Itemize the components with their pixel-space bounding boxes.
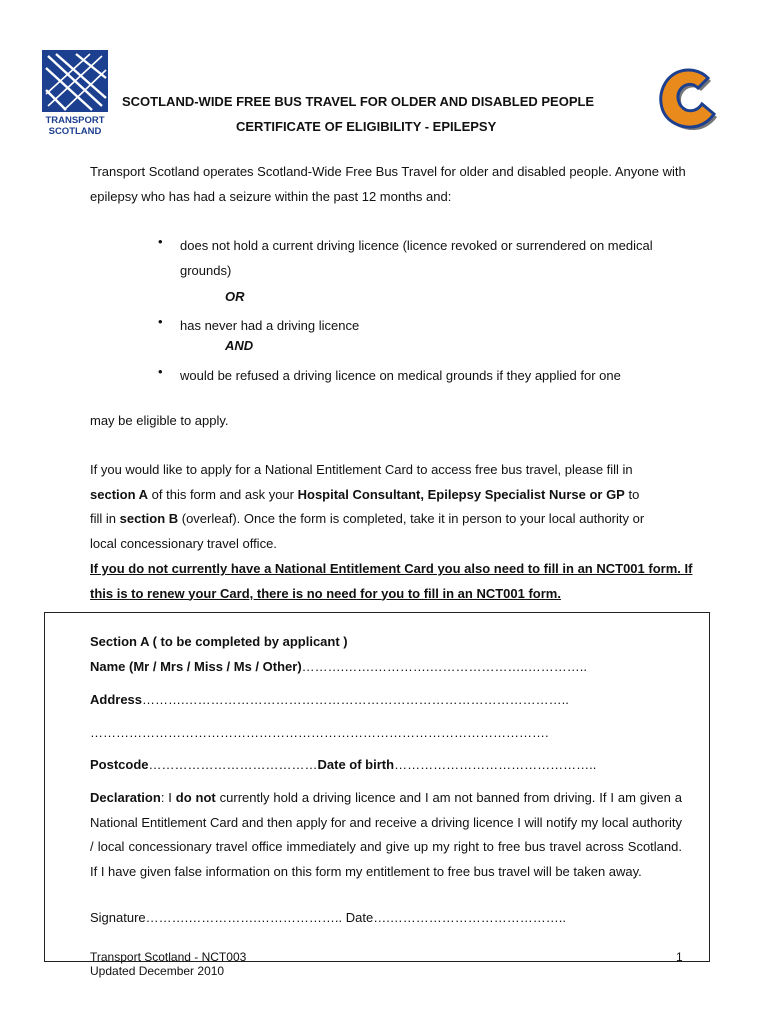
- nct001-note: If you do not currently have a National Entitlement Card you also need to fill in an NCT001 form. If this is to renew your Card, there is no need for you to fill in an NCT001 form.: [90, 561, 693, 601]
- signature-field[interactable]: ……….…………….………………..: [145, 910, 346, 925]
- signature-date-row: [90, 910, 566, 925]
- apply-instructions: If you would like to apply for a National Entitlement Card to access free bus travel, please fill in section A of this form and ask your Hospital Consultant, Epilepsy Specialist Nurse or GP to fill in section B (overleaf). Once the form is completed, take it in person to your local authority or local concessionary travel office.: [90, 462, 645, 551]
- transport-scotland-logo: [42, 50, 108, 136]
- title-line-2: CERTIFICATE OF ELIGIBILITY - EPILEPSY: [236, 119, 497, 134]
- footer: [90, 950, 246, 978]
- postcode-dob-row: [90, 757, 596, 772]
- dob-field[interactable]: ………………………………………..: [394, 757, 597, 772]
- logo-text-scotland: SCOTLAND: [48, 126, 102, 136]
- footer-doc-ref: Transport Scotland - NCT003: [90, 950, 247, 964]
- bullet-icon: •: [158, 234, 163, 249]
- intro-paragraph: Transport Scotland operates Scotland-Wide Free Bus Travel for older and disabled people. Anyone with epilepsy who has had a seizure within the past 12 months and:: [90, 164, 686, 204]
- postcode-field[interactable]: …………………………………: [148, 757, 318, 772]
- address-field[interactable]: Address……….……………………………………………………………………………..: [90, 692, 569, 707]
- address-line-2-field[interactable]: …………………………………………………………………………………………….: [90, 725, 549, 740]
- date-label: Date: [345, 910, 374, 925]
- name-field[interactable]: Name (Mr / Mrs / Miss / Ms / Other)……….…….………….…………………..…………..: [90, 659, 587, 674]
- concession-c-logo: [652, 64, 722, 134]
- title-line-1: SCOTLAND-WIDE FREE BUS TRAVEL FOR OLDER AND DISABLED PEOPLE: [122, 94, 595, 109]
- postcode-label: Postcode: [90, 757, 149, 772]
- bullet-icon: •: [158, 314, 163, 329]
- and-conjunction: AND: [225, 338, 254, 353]
- or-conjunction: OR: [225, 289, 245, 304]
- footer-updated: Updated December 2010: [90, 964, 225, 978]
- section-a-heading: Section A ( to be completed by applicant ): [90, 634, 348, 649]
- date-field[interactable]: ….…………………………………..: [373, 910, 567, 925]
- page-number: 1: [676, 950, 683, 964]
- declaration-text: Declaration: I do not currently hold a driving licence and I am not banned from driving. If I am given a National Entitlement Card and then apply for and receive a driving licence I will notify my local authority / local concessionary travel office immediately and give up my right to free bus travel across Scotland. If I have given false information on this form my entitlement to free bus travel will be taken away.: [90, 790, 682, 879]
- signature-label: Signature: [90, 910, 146, 925]
- logo-text-transport: TRANSPORT: [45, 115, 105, 126]
- bullet-icon: •: [158, 364, 163, 379]
- eligible-text: may be eligible to apply.: [90, 413, 229, 428]
- dob-label: Date of birth: [317, 757, 395, 772]
